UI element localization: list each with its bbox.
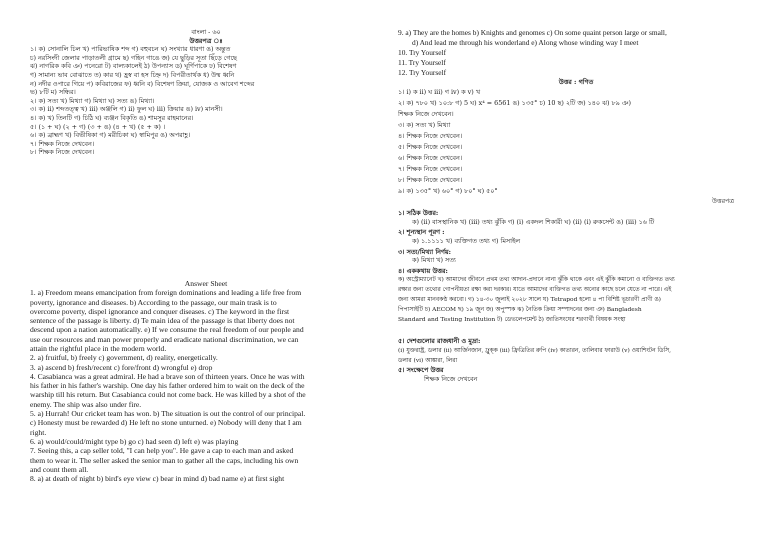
section-2 (398, 228, 754, 245)
english-line: 8. a) at death of night b) bird's eye view c) bear in mind d) bad name e) at first sight (30, 474, 285, 484)
math-answers (398, 87, 754, 197)
math-line: ৮। শিক্ষক নিজে দেখবেন। (398, 175, 463, 184)
math-line: ৯। ক) ১৩৫° খ) ৬০° গ) ৮০° ঘ) ৫০° (398, 186, 498, 195)
english-line: descend upon a nation automatically. e) If we consume the real freedom of our people and (30, 325, 304, 335)
math-title: উত্তর : গণিত (558, 78, 594, 86)
bangla-line: ১। ক) সোনালি চিল খ) পারিভাষিক শব্দ গ) বহুবচন ঘ) সংখ্যার ধারণা ঙ) অন্তুত (30, 45, 231, 54)
bangla-line: ৫। (১ + ঘ) (২ + গ) (৩ + ঙ) (৪ + খ) (৫ + ক) । (30, 122, 166, 131)
section-line: ক) ১.১১১১ খ) ব্যক্তিগত তথ্য গ) মিসাইল (412, 236, 521, 245)
bangla-line: ৬। ক) ব্রাহ্মণ খ) বিভীষিকা গ) মরীচিকা ঘ) স্বামিপুর ঙ) অপরাহ্ণ। (30, 131, 191, 140)
section-line: জন্য আমরা মানবকণ্ঠ করবো। গ) ১৪-৩০ জুলাই ২০২৮ সালে ঘ) Tetrapod হলো ৪ পা বিশিষ্ট ভূচারণী প্রাণী ঙ) (398, 297, 661, 304)
english-answers (30, 288, 382, 483)
section-line: ক) (ii) বাসস্থানিক খ) (iii) তথ্য ঝুঁকি গ) (i) একদল শিকারী ঘ) (ii) (i) রুকসেন্ট ঙ) (iii) ১৬ টি (412, 217, 655, 226)
english-line: poverty, ignorance and diseases. b) According to the passage, our main trask is to (30, 297, 277, 307)
english-line: use our resources and man power properly and eradicate national discrimination, we can (30, 334, 299, 344)
math-line: ২। ক) ৭৮০ খ) ১০:৮ গ) 5 ঘ) x⁴ = 6561 ঙ) ১৩৫° চ) 10 ছ) ২টি জ) ১৪০ ঝ) ৮৯ ঞ) (398, 98, 632, 107)
section-line: রক্ষার জন্য তথ্যের গোপনীয়তা রক্ষা করা দরকার। যাতে আমাদের ব্যক্তিগত তথ্য অন্যের কাছে চলে যেতে না পারে। এই (398, 287, 672, 294)
english-line: attain the rightful place in the modern world. (30, 343, 167, 353)
english-line: c) Honesty must be rewarded d) He left no stone unturned. e) Nobody will deny that I am (30, 418, 302, 428)
section-heading: ৪। এককথায় উত্তর: (398, 266, 448, 275)
math-line: ৫। শিক্ষক নিজে দেখবেন। (398, 142, 463, 151)
english-line: them to wear it. The seller asked the senior man to gather all the caps, including his own (30, 455, 299, 465)
section-heading: ৩। সত্য/মিথ্যা নির্ণয়: (398, 247, 451, 256)
english-line: and count them all. (30, 464, 89, 474)
english-line: 1. a) Freedom means emancipation from foreign dominations and leading a life free from (30, 288, 302, 298)
section-6 (398, 366, 754, 383)
bangla-line: ২। ক) সত্য খ) মিথ্যা গ) মিথ্যা ঘ) সত্য ঙ) মিথ্যা। (30, 96, 155, 105)
english-line: 7. Seeing this, a cap seller told, "I can help you". He gave a cap to each man and asked (30, 446, 294, 456)
section-line: ক) মিথ্যা খ) সত্য (412, 256, 456, 265)
section-5 (398, 337, 754, 366)
section-heading: ১। সঠিক উত্তর: (398, 209, 439, 218)
section-4 (398, 267, 754, 326)
answer-sheet-title: Answer Sheet (184, 278, 228, 288)
section-heading: ৫। দেশগুলোর রাজধানী ও মুদ্রা: (398, 337, 481, 346)
section-line: পিপাসাইটি চ) AECOM ছ) ১৯ জুন জ) অপুস্পক ঝ) নৈতিক ক্রিয়া সম্পাদনের জন্য ঞ) Bangladesh (398, 307, 642, 314)
math-line: ৩। ক) সত্য খ) মিথ্যা (398, 120, 451, 129)
section-line: (i) যুক্তরাষ্ট্র, ডলার (ii) আর্জিনজান, ঢ্রুক্‌ক (iii) ফ্রিত্রিতির রুপি (iv) কাতারন, তালিবার ফারাউ (v) ওয়াশিংটন ডিসি, (398, 347, 671, 354)
bangla-line: ৩। ক) ii) শব্দতত্ত্ব খ) iii) অঞ্জলি গ) ii) ফুল ঘ) iii) ক্রিয়ার ঙ) iv) মানসী। (30, 105, 223, 114)
english-line: 5. a) Hurrah! Our cricket team has won. b) The situation is out the control of our principal. (30, 409, 306, 419)
section-heading: ২। শূন্যস্থান পূরণ : (398, 228, 445, 237)
left-column (30, 0, 382, 543)
section-line: Standard and Testing Institution ট) ডেভলেপমেন্ট ঠ) জাতিসংঘের শরণার্থী বিষয়ক সংস্থা (398, 317, 626, 324)
english-answers-cont (398, 28, 754, 78)
bangla-title: বাংলা - ৬০ (191, 28, 221, 36)
bangla-line: ন) নদীর ওপারে গিয়ে প) কবিরাজের ফ) ধ্বনি ব) বিশেষণ ক্রিয়া, যোজক ও আবেগ শব্দের (30, 79, 255, 88)
english-line: 12. Try Yourself (398, 68, 447, 77)
bangla-line: ণ) সামান্য ভাব বোঝাতে ত) কার থ) হ্রস্ব বা হস চিহ্ন দ) বিপরীতার্থক ধ) উষ্ম ধ্বনি (30, 70, 235, 79)
english-line: 9. a) They are the homes b) Knights and genomes c) On some quaint person large or small, (398, 28, 667, 37)
bangla-subtitle: উত্তরপত্র ঃ (189, 36, 223, 45)
bangla-line: ৮। শিক্ষক নিজে দেখবেন। (30, 148, 95, 157)
english-line: overcome poverty, dispel ignorance and conquer diseases. c) The keyword in the first (30, 306, 290, 316)
english-line: his father in his father's warship. One day his father ordered him to wait on the deck of the (30, 381, 305, 391)
math-line: ১। i) ক ii) ঘ iii) গ iv) ক v) খ (398, 87, 481, 96)
section-1 (398, 209, 754, 226)
english-line: 6. a) would/could/might type b) go c) had seen d) left e) was playing (30, 436, 239, 446)
answer-title: উত্তরপত্র (711, 196, 734, 205)
section-line: ডলার (vi) আঙ্কারা, লিরা (398, 357, 458, 364)
section-line: শিক্ষক নিজে দেখবেন (424, 374, 478, 383)
english-line: 2. a) fruitful, b) freely c) government, d) reality, energetically. (30, 353, 218, 363)
bangla-line: ভ) ৮টি ম) সন্ধির। (30, 88, 76, 97)
right-column (398, 0, 754, 543)
english-line: warship till his return. But Casabianca could not come back. He was killed by a shot of the (30, 390, 306, 400)
english-line: 11. Try Yourself (398, 58, 446, 67)
math-line: শিক্ষক নিজে দেখবেন। (398, 109, 454, 118)
bangla-answers (30, 45, 382, 157)
math-line: ৪। শিক্ষক নিজে দেখবেন। (398, 131, 463, 140)
bangla-line: ৭। শিক্ষক নিজে দেখবেন। (30, 139, 95, 148)
section-heading: ৫। সংক্ষেপে উত্তর (398, 365, 444, 374)
section-line: ক) অস্ট্রোম্যানেট খ) আমাদের জীবনে প্রথম তথ্য আদান-প্রদানে নানা ঝুঁকি থাকে এবং এই ঝুঁকি কমানো ও ব্যক্তিগত তথ্য (398, 277, 675, 284)
math-line: ৬। শিক্ষক নিজে দেখবেন। (398, 153, 463, 162)
english-line: enemy. The ship was also under fire. (30, 399, 142, 409)
section-3 (398, 248, 754, 265)
english-line: 3. a) ascend b) fresh/recent c) fore/front d) wrongful e) drop (30, 362, 213, 372)
english-line: 10. Try Yourself (398, 48, 447, 57)
bangla-line: চ) নরসিংদী জেলার পাড়াতলী গ্রামে ছ) গহিন গাঙে জ) যে ছুড়ির সূতা ছিঁড়ে গেছে (30, 53, 237, 62)
math-line: ৭। শিক্ষক নিজে দেখবেন। (398, 164, 463, 173)
english-line: sentence of the passage is liberty. d) Te main idea of the passage is that liberty does not (30, 316, 295, 326)
english-line: d) And lead me through his wonderland e) Along whose winding way I meet (412, 38, 639, 47)
english-line: right. (30, 427, 47, 437)
bangla-line: ঝ) নাগরিক কবি ঞ) পনেরো ট) বাল্যকালেই ঠ) উপন্যাস ড) ঘূর্ণিপাকে ঢ) বিশেষণ (30, 62, 237, 71)
bangla-line: ৪। ক) খ) তিনটি গ) চিঠি ঘ) ব্যঞ্জন বিকৃতি ঙ) শামসুর রাহমানের। (30, 113, 194, 122)
english-line: 4. Casabianca was a great admiral. He had a brave son of thirteen years. Once he was with (30, 371, 305, 381)
